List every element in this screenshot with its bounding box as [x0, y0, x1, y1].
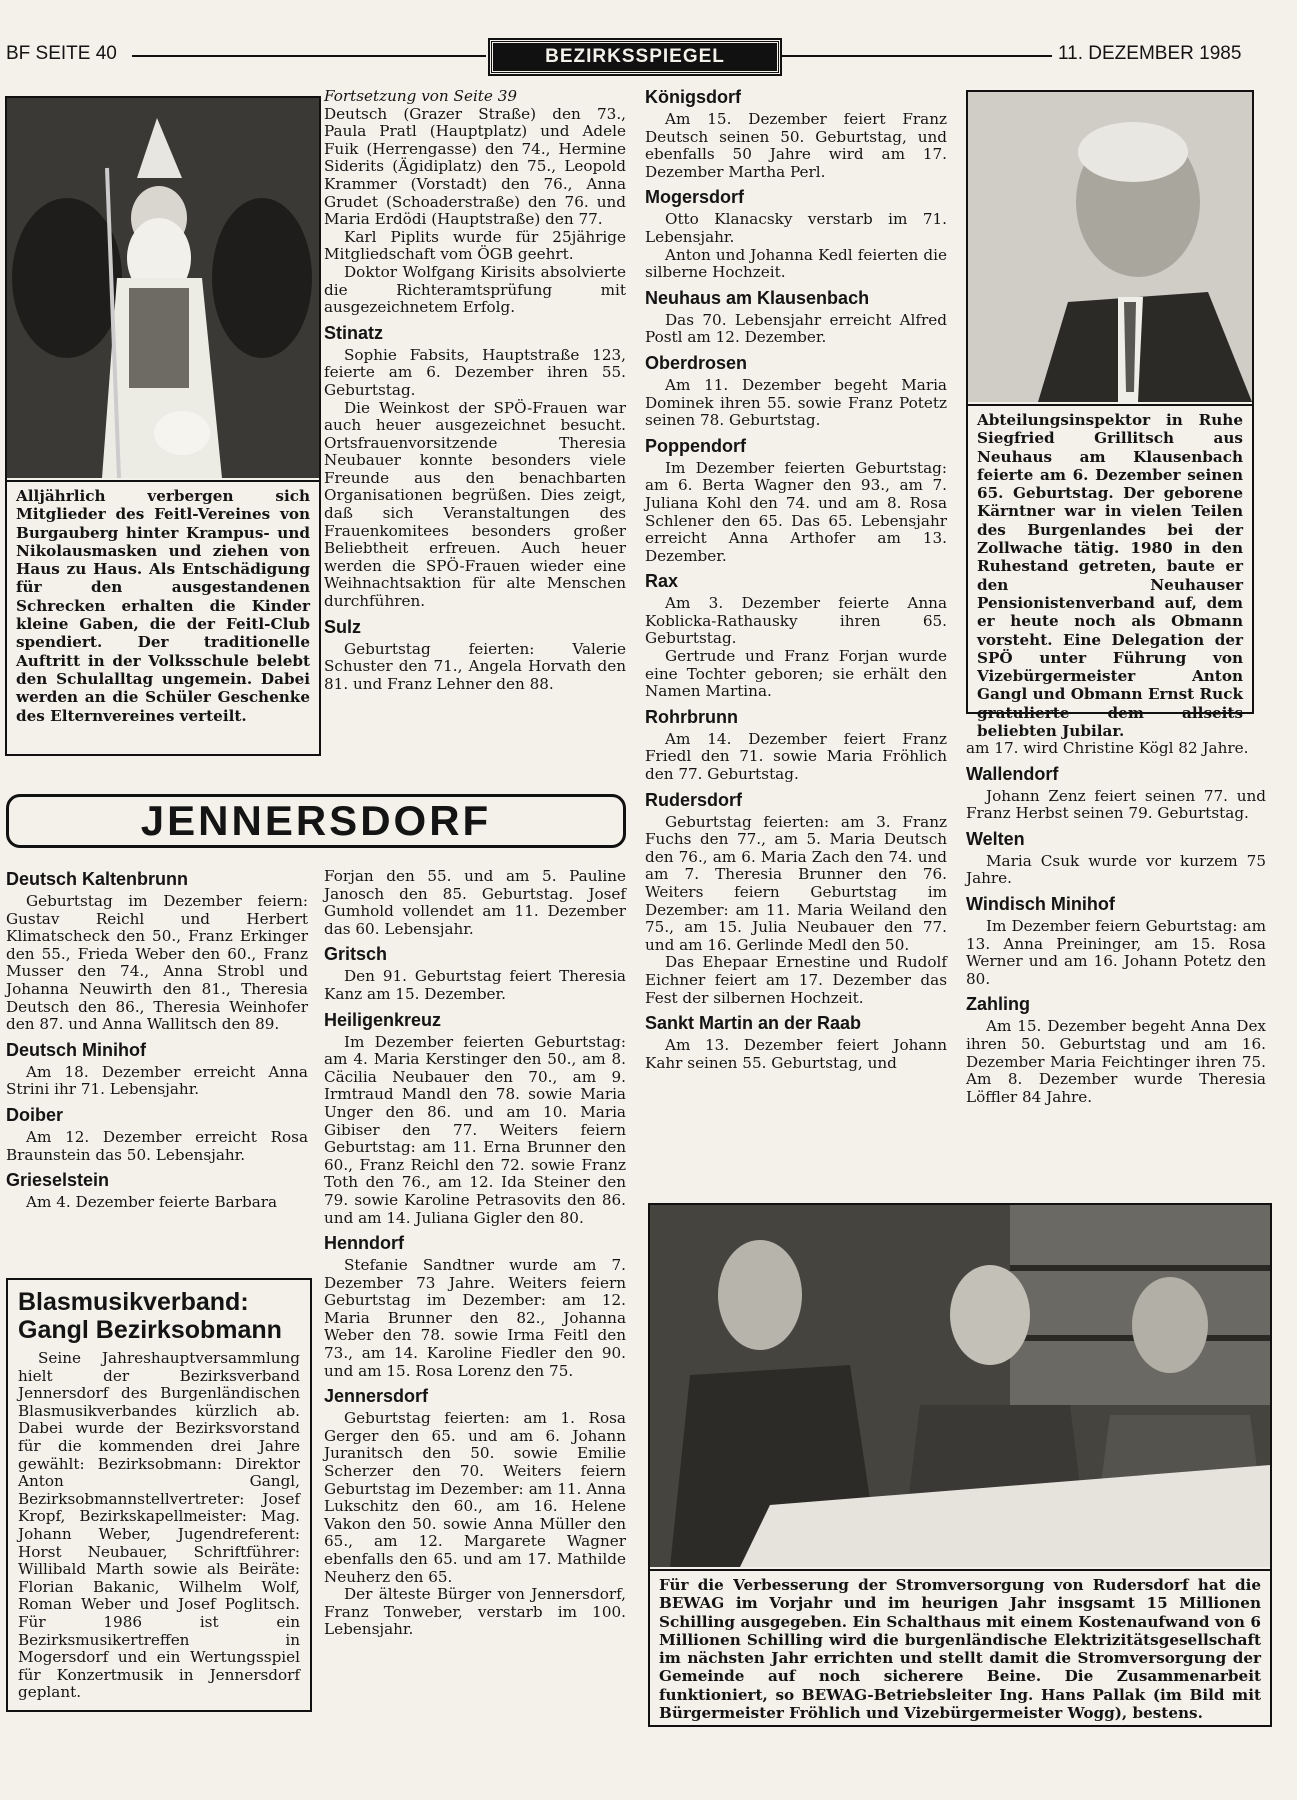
text-block: Maria Csuk wurde vor kurzem 75 Jahre.: [966, 851, 1266, 888]
bewag-caption: Für die Verbesserung der Stromversorgung von Rudersdorf hat die BEWAG im Vorjahr und im heurigen Jahr insgsamt 15 Millionen Schilling ausgegeben. Ein Schalthaus mit einem Kostenaufwand von 6 Millionen Schilling wird die burgenländische Elektrizitätsgesellschaft im nächsten Jahr errichten und stellt damit die Stromversorgung der Gemeinde auf noch sicherere Beine. Die Zusammenarbeit funktioniert, so BEWAG-Betriebsleiter Ing. Hans Pallak (im Bild mit Bürgermeister Fröhlich und Vizebürgermeister Wogg), bestens.: [650, 1569, 1270, 1725]
blasmusik-box: [6, 1278, 312, 1712]
heading-stinatz: Stinatz: [324, 322, 384, 343]
text-block: Im Dezember feiern Geburtstag: am 13. Anna Preininger, am 15. Rosa Werner und am 16. Johann Potetz den 80.: [966, 916, 1266, 988]
photo-grillitsch: [966, 90, 1254, 741]
section-banner: [490, 40, 780, 74]
text-block: Gertrude und Franz Forjan wurde eine Tochter geboren; sie erhält den Namen Martina.: [645, 647, 947, 701]
heading-mogersdorf: Mogersdorf: [645, 187, 744, 208]
text-block: Geburtstag feierten: Valerie Schuster den 71., Angela Horvath den 81. und Franz Lehner den 88.: [324, 639, 626, 693]
text-block: Otto Klanacsky verstarb im 71. Lebensjahr.: [645, 210, 947, 246]
text-block: Am 15. Dezember feiert Franz Deutsch seinen 50. Geburtstag, und ebenfalls 50 Jahre wird am 17. Dezember Martha Perl.: [645, 110, 947, 181]
text-block: Am 14. Dezember feiert Franz Friedl den 71. sowie Maria Fröhlich den 77. Geburtstag.: [645, 729, 947, 784]
text-block: Das 70. Lebensjahr erreicht Alfred Postl am 12. Dezember.: [645, 310, 947, 347]
header-rule-left: [132, 55, 486, 57]
heading-zahling: Zahling: [966, 994, 1030, 1015]
jennersdorf-column-1: [6, 868, 308, 1212]
text-block: Am 11. Dezember begeht Maria Dominek ihren 55. sowie Franz Potetz seinen 78. Geburtstag.: [645, 375, 947, 430]
text-block: Sophie Fabsits, Hauptstraße 123, feierte am 6. Dezember ihren 55. Geburtstag.: [324, 345, 626, 399]
text-block: Deutsch (Grazer Straße) den 73., Paula Pratl (Hauptplatz) und Adele Fuik (Herrengasse) den 74., Hermine Siderits (Ägidiplatz) den 75., Leopold Krammer (Vorstadt) den 76., Anna Grudet (Schoaderstraße) den 76. und Maria Erdödi (Hauptstraße) den 77.: [324, 104, 626, 229]
text-block: Karl Piplits wurde für 25jährige Mitgliedschaft vom ÖGB geehrt.: [324, 227, 626, 264]
grillitsch-image: [968, 92, 1252, 402]
text-block: Geburtstag feierten: am 1. Rosa Gerger den 65. und am 6. Johann Juranitsch den 50. sowie Emilie Scherzer den 70. Weiters feiern Geburtstag im Dezember: am 11. Anna Lukschitz den 60., am 16. Helene Vakon den 50. sowie Anna Müller den 65., am 12. Margarete Wagner ebenfalls den 65. und am 17. Mathilde Neuherz den 65.: [324, 1409, 626, 1586]
grillitsch-caption: Abteilungsinspektor in Ruhe Siegfried Grillitsch aus Neuhaus am Klausenbach feierte am 6. Dezember seinen 65. Geburtstag. Der geborene Kärntner war in vielen Teilen des Burgenlandes bei der Zollwache tätig. 1980 in den Ruhestand getreten, baute er den Neuhauser Pensionistenverband auf, dem er heute noch als Obmann vorsteht. Eine Delegation der SPÖ unter Führung von Vizebürgermeister Anton Gangl und Obmann Ernst Ruck gratulierte dem allseits beliebten Jubilar.: [968, 404, 1252, 712]
header-rule-right: [780, 55, 1052, 57]
heading-deutsch-kaltenbrunn: Deutsch Kaltenbrunn: [6, 869, 189, 889]
text-block: Am 12. Dezember erreicht Rosa Braunstein das 50. Lebensjahr.: [6, 1127, 308, 1164]
krampus-image: [7, 98, 319, 478]
text-block: Am 15. Dezember begeht Anna Dex ihren 50. Geburtstag und am 16. Dezember Maria Feichtinger ihren 75. Am 8. Dezember wurde Theresia Löffler 84 Jahre.: [966, 1017, 1266, 1106]
text-block: Am 13. Dezember feiert Johann Kahr seinen 55. Geburtstag, und: [645, 1036, 947, 1072]
jennersdorf-column-2: [324, 868, 626, 1639]
issue-date: 11. DEZEMBER 1985: [1058, 43, 1242, 64]
heading-rudersdorf: Rudersdorf: [645, 789, 743, 810]
heading-sankt-martin: Sankt Martin an der Raab: [645, 1013, 862, 1034]
text-block: Am 3. Dezember feierte Anna Koblicka-Rathausky ihren 65. Geburtstag.: [645, 594, 947, 648]
heading-doiber: Doiber: [6, 1104, 64, 1125]
text-block: Am 4. Dezember feierte Barbara: [26, 1193, 278, 1212]
heading-jennersdorf: Jennersdorf: [324, 1386, 429, 1407]
text-block: Der älteste Bürger von Jennersdorf, Franz Tonweber, verstarb im 100. Lebensjahr.: [324, 1585, 626, 1639]
text-block: Geburtstag im Dezember feiern: Gustav Reichl und Herbert Klimatscheck den 50., Franz Erkinger den 55., Frieda Weber den 60., Franz Musser den 74., Anna Strobl und Johanna Neuwirth den 81., Theresia Deutsch den 86., Theresia Weinhofer den 87. und Anna Wallitsch den 89.: [6, 892, 308, 1034]
heading-heiligenkreuz: Heiligenkreuz: [324, 1009, 442, 1030]
heading-gritsch: Gritsch: [324, 944, 388, 965]
text-block: Die Weinkost der SPÖ-Frauen war auch heuer ausgezeichnet besucht. Ortsfrauenvorsitzende Theresia Neubauer konnte besonders viele Freunde aus den benachbarten Organisationen begrüßen. Dies zeigt, daß sich Veranstaltungen des Frauenkomitees besonders großer Beliebtheit erfreuen. Auch heuer werden die SPÖ-Frauen wieder eine Weihnachtsaktion für alte Menschen durchführen.: [324, 398, 626, 611]
heading-koenigsdorf: Königsdorf: [645, 87, 741, 107]
text-block: Stefanie Sandtner wurde am 7. Dezember 73 Jahre. Weiters feiern Geburtstag im Dezember: am 12. Maria Brunner den 82., Johanna Weber den 78. sowie Irma Feitl den 73., am 14. Karoline Fiedler den 90. und am 15. Rosa Lorenz den 75.: [324, 1256, 626, 1380]
heading-neuhaus: Neuhaus am Klausenbach: [645, 287, 870, 308]
photo-bewag: [648, 1203, 1272, 1727]
heading-oberdrosen: Oberdrosen: [645, 352, 748, 373]
heading-deutsch-minihof: Deutsch Minihof: [6, 1039, 146, 1060]
photo-krampus: [5, 96, 321, 756]
text-block: Das Ehepaar Ernestine und Rudolf Eichner feiert am 17. Dezember das Fest der silbernen Hochzeit.: [645, 953, 947, 1007]
bewag-image: [650, 1205, 1270, 1567]
heading-sulz: Sulz: [324, 616, 362, 637]
text-block: Am 18. Dezember erreicht Anna Strini ihr 71. Lebensjahr.: [6, 1062, 308, 1099]
column-2: [324, 88, 626, 693]
portrait-figure: [968, 92, 1252, 402]
nikolaus-figure: [7, 98, 319, 478]
heading-grieselstein: Grieselstein: [6, 1170, 110, 1191]
heading-poppendorf: Poppendorf: [645, 435, 746, 456]
text-block: Anton und Johanna Kedl feierten die silberne Hochzeit.: [645, 245, 947, 282]
text-block: am 17. wird Christine Kögl 82 Jahre.: [966, 739, 1249, 757]
page-number: BF SEITE 40: [6, 43, 117, 64]
text-block: Forjan den 55. und am 5. Pauline Janosch den 85. Geburtstag. Josef Gumhold vollendet am 11. Dezember das 60. Lebensjahr.: [324, 867, 626, 938]
heading-henndorf: Henndorf: [324, 1233, 404, 1254]
text-block: Doktor Wolfgang Kirisits absolvierte die Richteramtsprüfung mit ausgezeichnetem Erfolg.: [324, 262, 626, 317]
heading-welten: Welten: [966, 828, 1025, 849]
text-block: Im Dezember feierten Geburtstag: am 4. Maria Kerstinger den 50., am 8. Cäcilia Neubauer den 70., am 9. Irmtraud Mandl den 78. sowie Maria Unger den 86. und am 10. Maria Gibiser den 77. Weiters feiern Geburtstag: am 11. Erna Brunner den 60., Franz Reichl den 72. sowie Franz Toth den 76., am 12. Ida Steiner den 79. sowie Karoline Petrasovits den 86. und am 14. Juliana Gigler den 80.: [324, 1032, 626, 1227]
heading-rohrbrunn: Rohrbrunn: [645, 706, 738, 727]
meeting-figures: [650, 1205, 1270, 1567]
text-block: Johann Zenz feiert seinen 77. und Franz Herbst seinen 79. Geburtstag.: [966, 786, 1266, 823]
blasmusik-title: Blasmusikverband: Gangl Bezirksobmann: [18, 1288, 282, 1344]
text-block: Den 91. Geburtstag feiert Theresia Kanz am 15. Dezember.: [324, 967, 626, 1003]
section-title: BEZIRKSSPIEGEL: [545, 46, 725, 67]
jennersdorf-banner: JENNERSDORF: [6, 794, 626, 848]
text-block: Im Dezember feierten Geburtstag: am 6. Berta Wagner den 93., am 7. Juliana Kohl den 74. und am 8. Rosa Schlener den 65. Das 65. Lebensjahr erreicht Anna Arthofer am 13. Dezember.: [645, 458, 947, 565]
heading-rax: Rax: [645, 571, 679, 592]
blasmusik-text: Seine Jahreshauptversammlung hielt der Bezirksverband Jennersdorf des Burgenländischen Blasmusikverbandes kürzlich ab. Dabei wurde der Bezirksvorstand für die kommenden drei Jahre gewählt: Bezirksobmann: Direktor Anton Gangl, Bezirksobmannstellvertreter: Josef Kropf, Bezirkskapellmeister: Mag. Johann Weber, Jugendreferent: Horst Neubauer, Schriftführer: Willibald Marth sowie als Beiräte: Florian Bakanic, Wilhelm Wolf, Roman Weber und Josef Poglitsch. Für 1986 ist ein Bezirksmusikertreffen in Mogersdorf und ein Wertungsspiel für Konzertmusik in Jennersdorf geplant.: [18, 1349, 300, 1702]
heading-windisch-minihof: Windisch Minihof: [966, 893, 1115, 914]
column-4: [966, 740, 1266, 1106]
continuation-note: Fortsetzung von Seite 39: [324, 87, 518, 105]
krampus-caption: Alljährlich verbergen sich Mitglieder des Feitl-Vereines von Burgauberg hinter Krampus- und Nikolausmasken und ziehen von Haus zu Haus. Als Entschädigung für den ausgestandenen Schrecken erhalten die Kinder kleine Gaben, die der Feitl-Club spendiert. Der traditionelle Auftritt in der Volksschule belebt den Schulalltag ungemein. Dabei werden an die Schüler Geschenke des Elternvereines verteilt.: [7, 480, 319, 754]
text-block: Geburtstag feierten: am 3. Franz Fuchs den 77., am 5. Maria Deutsch den 76., am 6. Maria Zach den 74. und am 7. Theresia Brunner den 76. Weiters feiern Geburtstag im Dezember: am 11. Maria Weiland den 75., am 15. Julia Neubauer den 77. und am 16. Gerlinde Medl den 50.: [645, 812, 947, 954]
heading-wallendorf: Wallendorf: [966, 763, 1059, 784]
column-3: [645, 86, 947, 1072]
